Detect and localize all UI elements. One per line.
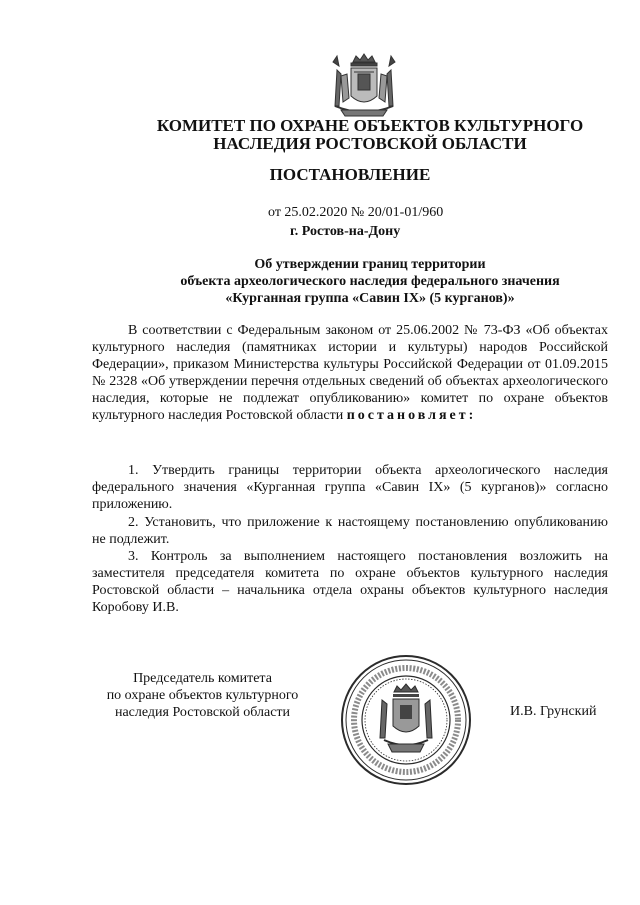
official-seal-icon bbox=[338, 652, 474, 788]
resolution-item-1: 1. Утвердить границы территории объекта археологического наследия федерального значения «Курганная группа «Савин IX» (5 курганов)» согласно приложению. bbox=[92, 463, 608, 512]
resolves-word: постановляет: bbox=[346, 408, 477, 423]
preamble-paragraph bbox=[92, 322, 608, 424]
document-city: г. Ростов-на-Дону bbox=[290, 224, 401, 239]
preamble-text: В соответствии с Федеральным законом от 25.06.2002 № 73-ФЗ «Об объектах культурного наследия (памятниках истории и культуры) народов Российской Федерации», приказом Министерства культуры Российской Федерации от 01.09.2015 № 2328 «Об утверждении перечня отдельных сведений об объектах археологического наследия, которые не подлежат опубликованию» комитет по охране объектов культурного наследия Ростовской области bbox=[92, 323, 608, 423]
committee-name-line1: КОМИТЕТ ПО ОХРАНЕ ОБЪЕКТОВ КУЛЬТУРНОГО bbox=[156, 116, 584, 135]
committee-name-line2: НАСЛЕДИЯ РОСТОВСКОЙ ОБЛАСТИ bbox=[213, 134, 527, 153]
subject-line1: Об утверждении границ территории bbox=[254, 257, 486, 272]
signer-title bbox=[80, 670, 325, 721]
signer-title-line3: наследия Ростовской области bbox=[114, 705, 291, 720]
committee-name bbox=[130, 117, 610, 153]
resolution-item-3: 3. Контроль за выполнением настоящего постановления возложить на заместителя председателя комитета по охране объектов культурного наследия Ростовской области – начальника отдела охраны объектов культурного наследия Коробову И.В. bbox=[92, 549, 608, 615]
signer-title-line1: Председатель комитета bbox=[133, 671, 272, 686]
signer-name: И.В. Грунский bbox=[510, 704, 597, 719]
subject-line3: «Курганная группа «Савин IX» (5 курганов)» bbox=[225, 291, 515, 306]
document-subject bbox=[140, 256, 600, 307]
signer-title-line2: по охране объектов культурного bbox=[106, 688, 299, 703]
resolution-item-2: 2. Установить, что приложение к настоящему постановлению опубликованию не подлежит. bbox=[92, 515, 608, 547]
subject-line2: объекта археологического наследия федерального значения bbox=[180, 274, 560, 289]
document-type: ПОСТАНОВЛЕНИЕ bbox=[269, 165, 431, 184]
coat-of-arms-icon bbox=[327, 52, 401, 124]
document-date-number: от 25.02.2020 № 20/01-01/960 bbox=[268, 205, 444, 220]
